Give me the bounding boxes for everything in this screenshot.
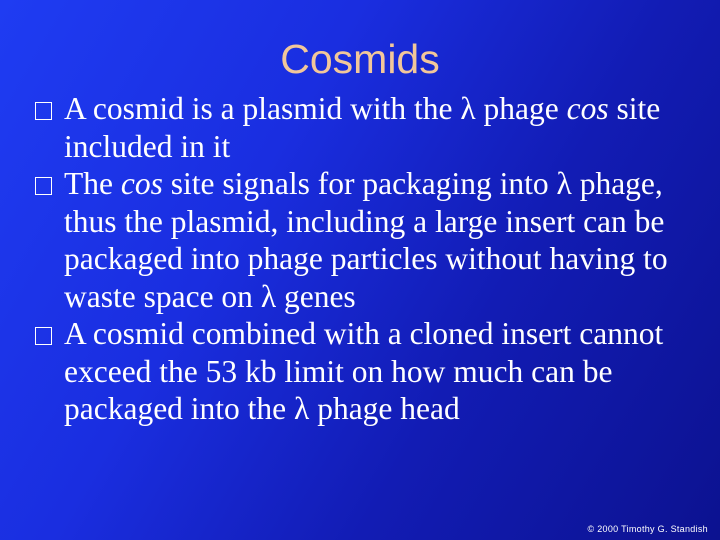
copyright-footer: © 2000 Timothy G. Standish (587, 524, 708, 534)
cos-term: cos (566, 91, 609, 126)
bullet-text: The cos site signals for packaging into λ phage, thus the plasmid, including a large insert can be packaged into phage particles without having to waste space on λ genes (64, 166, 668, 314)
bullet-item-cosmid-definition (34, 90, 710, 165)
lambda-symbol: λ (460, 91, 476, 126)
hollow-square-bullet-icon (35, 327, 52, 345)
hollow-square-bullet-icon (35, 177, 52, 195)
cos-term: cos (120, 166, 163, 201)
bullet-item-size-limit (34, 315, 710, 428)
bullet-text: A cosmid is a plasmid with the λ phage cos site included in it (64, 91, 661, 164)
bullet-item-cos-signal (34, 165, 710, 315)
lambda-symbol: λ (294, 391, 310, 426)
hollow-square-bullet-icon (35, 102, 52, 120)
lambda-symbol: λ (260, 278, 277, 314)
slide-title: Cosmids (280, 36, 440, 82)
bullet-list (34, 90, 710, 428)
lambda-symbol: λ (556, 166, 572, 201)
bullet-text: A cosmid combined with a cloned insert cannot exceed the 53 kb limit on how much can be packaged into the λ phage head (64, 316, 664, 426)
